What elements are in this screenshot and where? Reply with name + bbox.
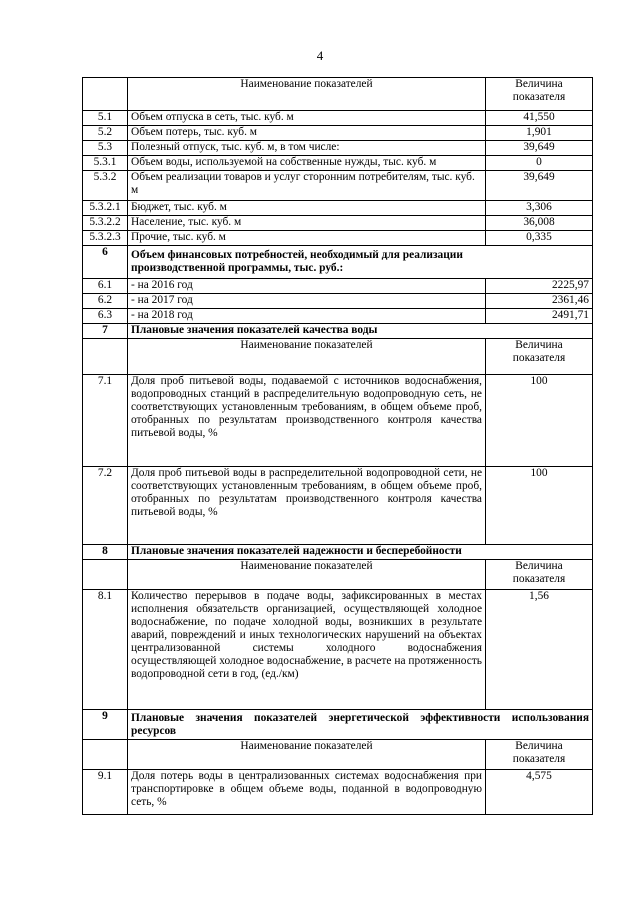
table-row: 5.3 Полезный отпуск, тыс. куб. м, в том числе: 39,649: [83, 141, 593, 156]
indicators-table: [82, 77, 593, 815]
table-row: 6.3 - на 2018 год 2491,71: [83, 309, 593, 324]
section-row: 6 Объем финансовых потребностей, необходимый для реализации производственной программы, тыс. руб.:: [83, 246, 593, 279]
page-number: 4: [316, 48, 324, 63]
table-row: 6.2 - на 2017 год 2361,46: [83, 294, 593, 309]
table-row: 5.3.2 Объем реализации товаров и услуг сторонним потребителям, тыс. куб. м 39,649: [83, 171, 593, 201]
section-row: 8 Плановые значения показателей надежности и бесперебойности: [83, 545, 593, 560]
table-row: 7.2 Доля проб питьевой воды в распределительной водопроводной сети, не соответствующих установленным требованиям, в общем объеме проб, отобранных по результатам производственного контроля качества питьевой воды, % 100: [83, 467, 593, 545]
table-header-row: Наименование показателей Величина показателя: [83, 560, 593, 590]
section-row: 7 Плановые значения показателей качества воды: [83, 324, 593, 339]
table-row: 5.3.2.1 Бюджет, тыс. куб. м 3,306: [83, 201, 593, 216]
section-row: 9 Плановые значения показателей энергетической эффективности использования ресурсов: [83, 710, 593, 740]
table-header-row: Наименование показателей Величина показателя: [83, 740, 593, 770]
table-row: 5.1 Объем отпуска в сеть, тыс. куб. м 41,550: [83, 111, 593, 126]
table-row: 5.3.2.3 Прочие, тыс. куб. м 0,335: [83, 231, 593, 246]
table-header-row: Наименование показателей Величина показателя: [83, 339, 593, 375]
header-name: Наименование показателей: [128, 78, 486, 111]
section-title: Плановые значения показателей надежности и бесперебойности: [128, 545, 593, 560]
table-row: 5.3.2.2 Население, тыс. куб. м 36,008: [83, 216, 593, 231]
table-row: 6.1 - на 2016 год 2225,97: [83, 279, 593, 294]
table-row: 5.2 Объем потерь, тыс. куб. м 1,901: [83, 126, 593, 141]
table-row: 7.1 Доля проб питьевой воды, подаваемой с источников водоснабжения, водопроводных станций в распределительную водопроводную сеть, не соответствующих установленным требованиям, в общем объеме проб, отобранных по результатам производственного контроля качества питьевой воды, % 100: [83, 375, 593, 467]
table-row: 8.1 Количество перерывов в подаче воды, зафиксированных в местах исполнения обязательств организацией, осуществляющей холодное водоснабжение, по подаче холодной воды, возникших в результате аварий, повреждений и иных технологических нарушений на объектах централизованной системы холодного водоснабжения осуществляющей холодное водоснабжение, в расчете на протяженность водопроводной сети в год, (ед./км) 1,56: [83, 590, 593, 710]
table-header-row: [83, 78, 593, 111]
section-title: Объем финансовых потребностей, необходимый для реализации производственной программы, тыс. руб.:: [128, 246, 593, 279]
section-title: Плановые значения показателей энергетической эффективности использования ресурсов: [128, 710, 593, 740]
table-row: 5.3.1 Объем воды, используемой на собственные нужды, тыс. куб. м 0: [83, 156, 593, 171]
section-title: Плановые значения показателей качества воды: [128, 324, 593, 339]
table-row: 9.1 Доля потерь воды в централизованных системах водоснабжения при транспортировке в общем объеме воды, поданной в водопроводную сеть, % 4,575: [83, 770, 593, 815]
header-value: Величина показателя: [486, 78, 593, 111]
